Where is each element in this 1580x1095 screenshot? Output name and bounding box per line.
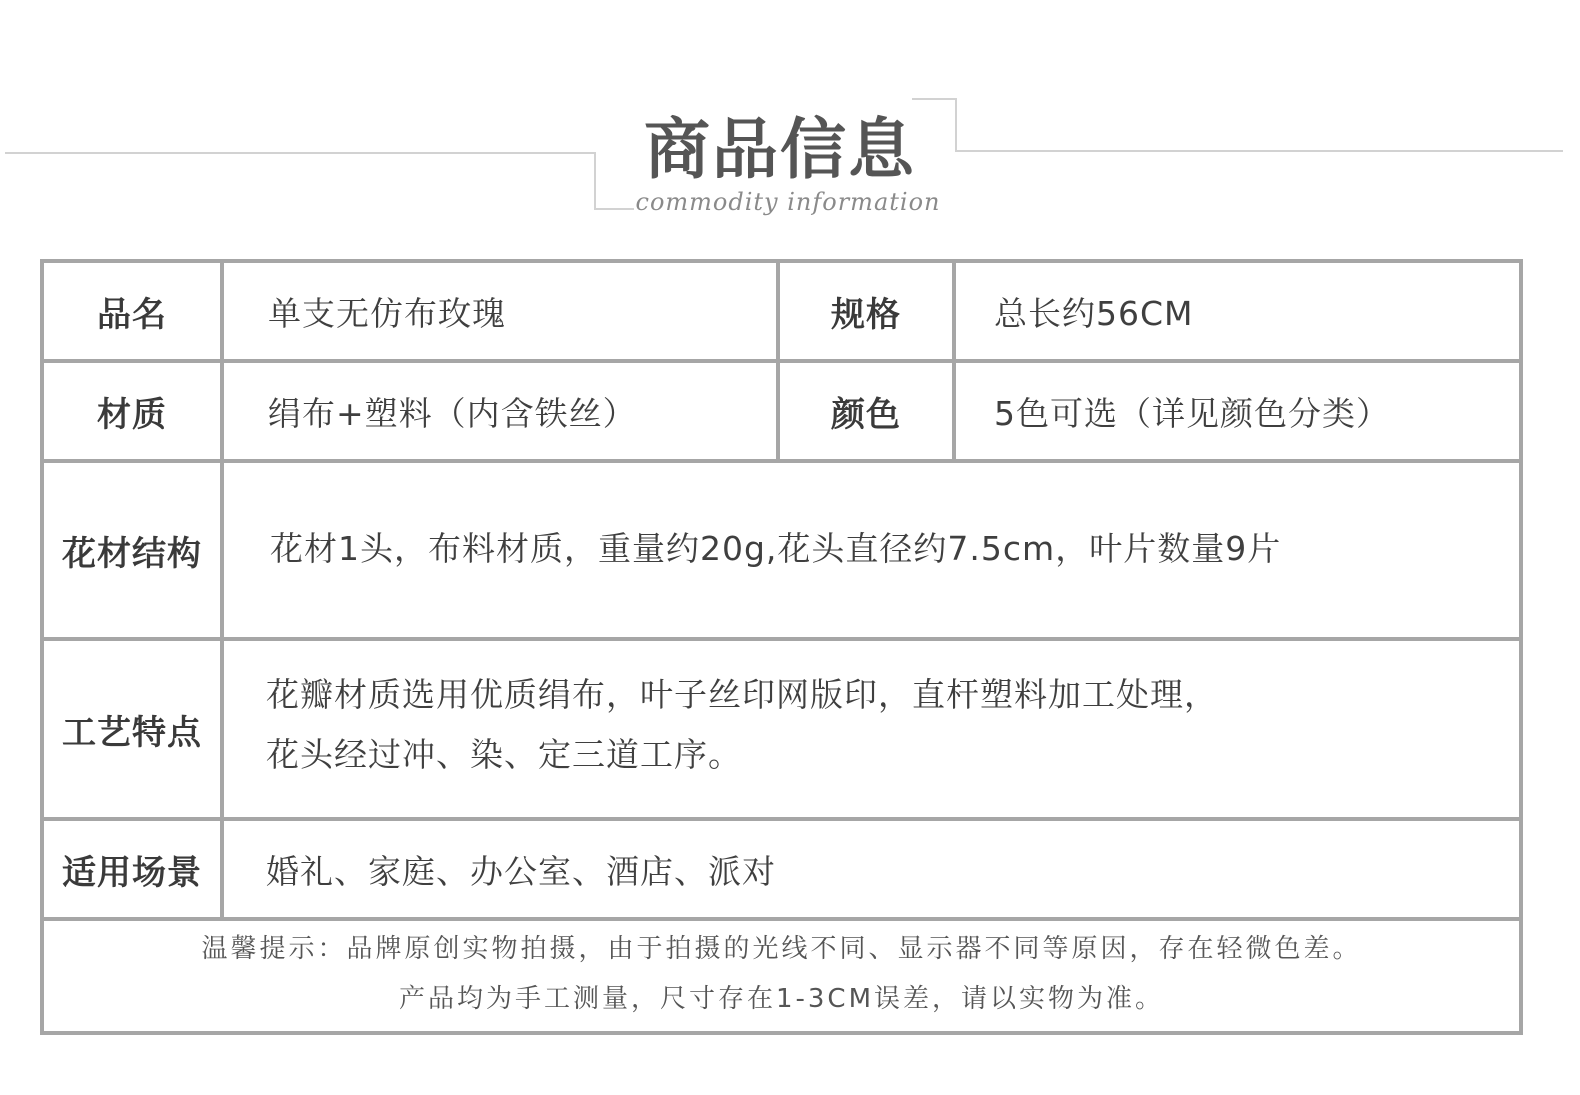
notice-line-1: 温馨提示：品牌原创实物拍摄，由于拍摄的光线不同、显示器不同等原因，存在轻微色差。 (201, 934, 1362, 964)
header-left-line (5, 152, 595, 154)
value-spec: 总长约56CM (952, 263, 1519, 359)
header-left-bracket-vertical (594, 152, 596, 210)
value-color: 5色可选（详见颜色分类） (952, 363, 1519, 459)
craft-line-2: 花头经过冲、染、定三道工序。 (266, 735, 742, 774)
header-right-bracket-vertical (955, 98, 957, 152)
table-row-structure (44, 463, 1519, 641)
header-right-line (955, 150, 1563, 152)
page-title: 商品信息 (644, 111, 916, 188)
value-product-name: 单支无仿布玫瑰 (220, 263, 776, 359)
label-material: 材质 (97, 394, 167, 435)
label-craft: 工艺特点 (62, 712, 202, 753)
value-structure: 花材1头，布料材质，重量约20g,花头直径约7.5cm，叶片数量9片 (220, 463, 1519, 637)
label-usage: 适用场景 (62, 852, 202, 893)
label-structure: 花材结构 (62, 533, 202, 574)
table-row-usage (44, 821, 1519, 921)
label-color: 颜色 (776, 363, 952, 459)
value-material: 绢布+塑料（内含铁丝） (220, 363, 776, 459)
notice-line-2: 产品均为手工测量，尺寸存在1-3CM误差，请以实物为准。 (398, 984, 1165, 1014)
label-product-name: 品名 (97, 294, 167, 335)
notice-text (44, 921, 1519, 1031)
table-row-craft (44, 641, 1519, 821)
table-row-material (44, 363, 1519, 463)
header-right-bracket-top (912, 98, 956, 100)
value-craft (220, 641, 1519, 817)
table-row-name (44, 263, 1519, 363)
table-row-notice (44, 921, 1519, 1031)
value-usage: 婚礼、家庭、办公室、酒店、派对 (220, 821, 1519, 917)
header-left-bracket-bottom (594, 208, 634, 210)
label-spec: 规格 (776, 263, 952, 359)
page-subtitle: commodity information (635, 188, 941, 216)
craft-line-1: 花瓣材质选用优质绢布，叶子丝印网版印，直杆塑料加工处理， (266, 675, 1218, 714)
product-info-table (40, 259, 1523, 1035)
